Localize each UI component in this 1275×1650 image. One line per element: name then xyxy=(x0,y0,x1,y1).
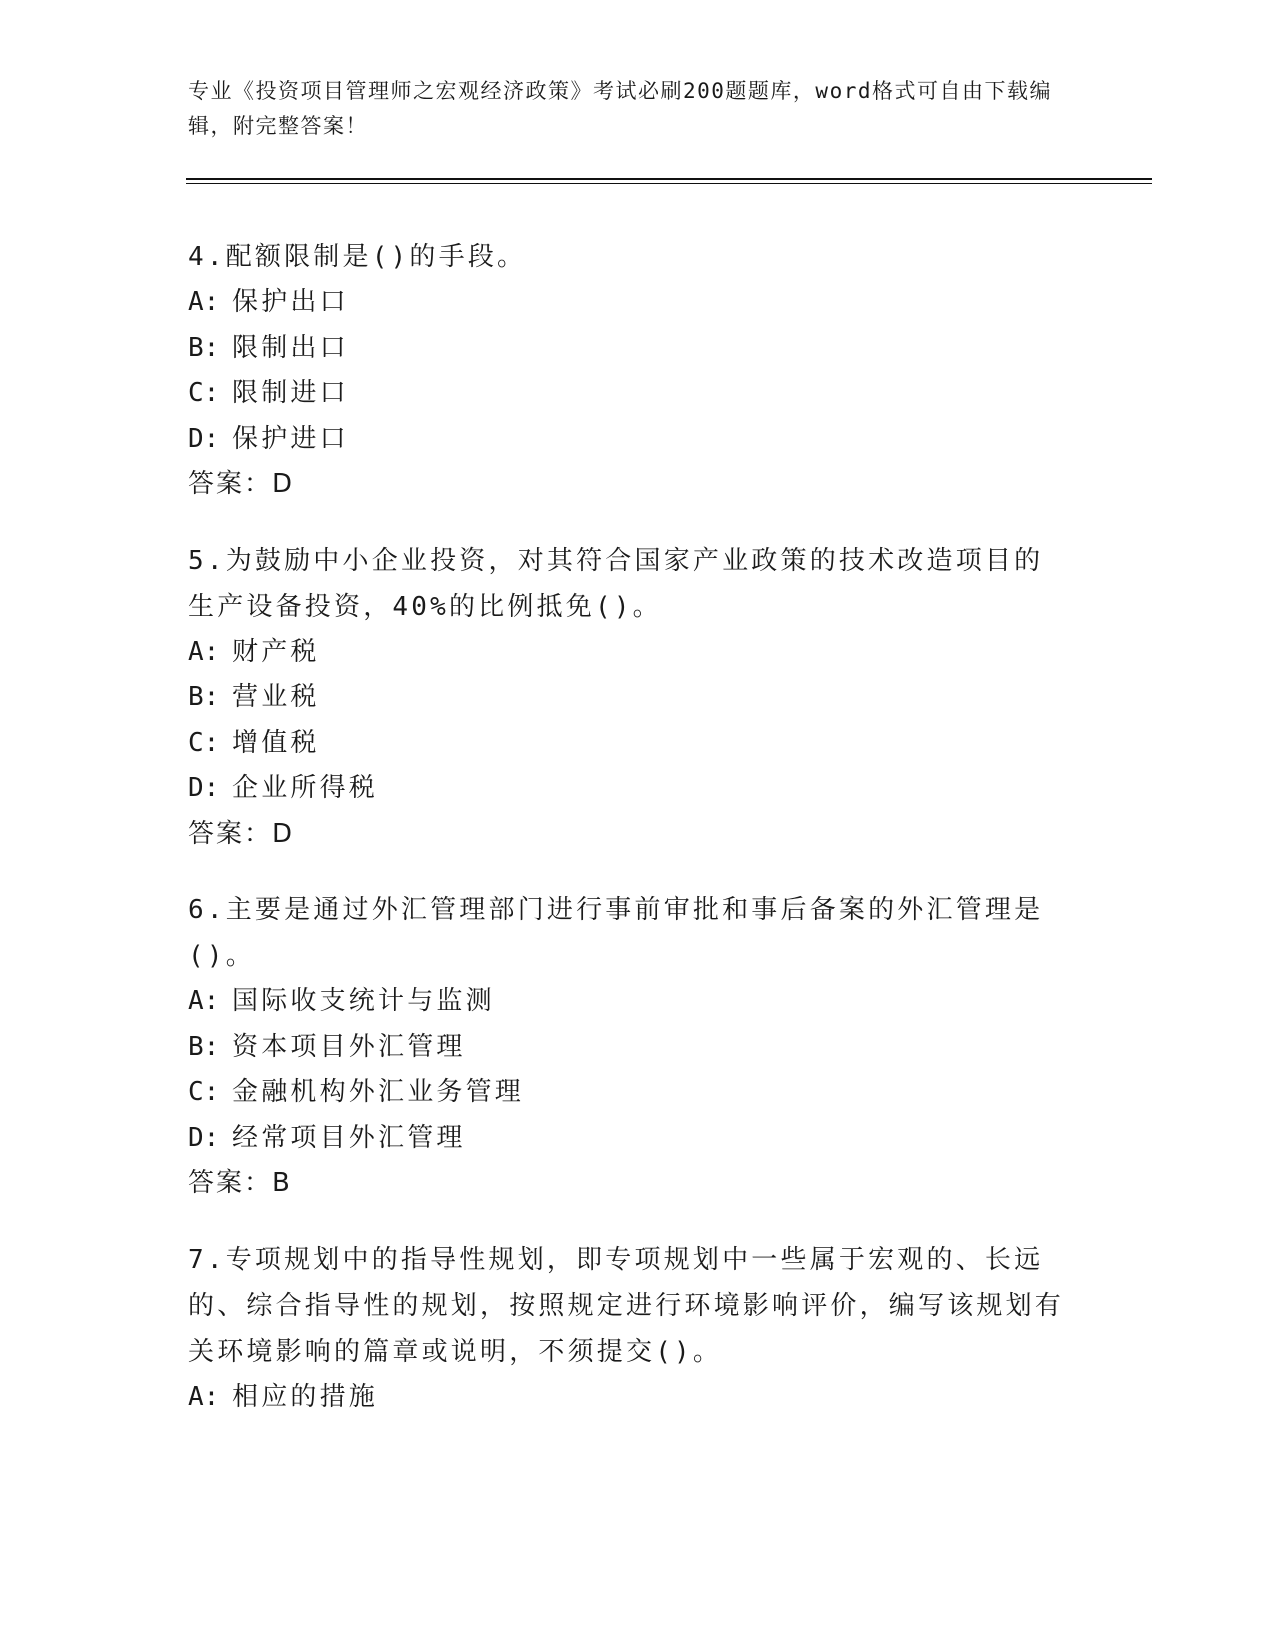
answer-value: D xyxy=(272,818,294,849)
answer-label: 答案： xyxy=(188,1168,273,1198)
answer-value: B xyxy=(272,1168,291,1198)
option-d xyxy=(188,1116,1068,1162)
option-text: 国际收支统计与监测 xyxy=(232,986,495,1016)
option-d xyxy=(188,766,1068,812)
question-stem: 7.专项规划中的指导性规划，即专项规划中一些属于宏观的、长远的、综合指导性的规划，按照规定进行环境影响评价，编写该规划有关环境影响的篇章或说明，不须提交()。 xyxy=(188,1244,1065,1367)
question-stem: 6.主要是通过外汇管理部门进行事前审批和事后备案的外汇管理是()。 xyxy=(188,895,1044,971)
option-key: D: xyxy=(188,1122,220,1153)
option-text: 限制进口 xyxy=(232,378,349,408)
question-stem: 4.配额限制是()的手段。 xyxy=(188,242,527,272)
answer-value: D xyxy=(272,469,294,499)
option-b xyxy=(188,1025,1068,1071)
question-7 xyxy=(188,1237,1068,1421)
option-key: A: xyxy=(188,636,220,667)
option-text: 企业所得税 xyxy=(232,773,379,803)
header-divider-thin xyxy=(186,183,1152,184)
question-stem: 5.为鼓励中小企业投资，对其符合国家产业政策的技术改造项目的生产设备投资，40%的比例抵免()。 xyxy=(188,545,1044,622)
option-text: 资本项目外汇管理 xyxy=(232,1031,466,1062)
option-key: D: xyxy=(188,423,220,454)
question-6 xyxy=(188,887,1068,1207)
option-text: 增值税 xyxy=(232,727,320,758)
option-a xyxy=(188,630,1068,676)
option-key: B: xyxy=(188,682,220,712)
document-header-text: 专业《投资项目管理师之宏观经济政策》考试必刷200题题库，word格式可自由下载编辑，附完整答案！ xyxy=(188,79,1052,138)
option-key: A: xyxy=(188,986,220,1016)
answer-line xyxy=(188,812,1068,858)
question-5 xyxy=(188,538,1068,858)
option-a xyxy=(188,1375,1068,1421)
option-key: C: xyxy=(188,378,220,408)
answer-label: 答案： xyxy=(188,469,273,499)
question-4 xyxy=(188,234,1068,508)
option-key: C: xyxy=(188,1077,220,1107)
option-text: 保护进口 xyxy=(232,423,349,454)
header-divider xyxy=(186,178,1152,180)
option-text: 经常项目外汇管理 xyxy=(232,1122,466,1153)
option-text: 金融机构外汇业务管理 xyxy=(232,1077,525,1107)
option-text: 财产税 xyxy=(232,636,320,667)
option-key: D: xyxy=(188,773,220,803)
option-c xyxy=(188,721,1068,767)
option-b xyxy=(188,675,1068,721)
answer-line xyxy=(188,1161,1068,1207)
answer-label: 答案： xyxy=(188,818,273,849)
option-text: 营业税 xyxy=(232,682,320,712)
option-text: 保护出口 xyxy=(232,287,349,317)
option-text: 限制出口 xyxy=(232,332,349,363)
option-b xyxy=(188,326,1068,372)
option-c xyxy=(188,1070,1068,1116)
option-c xyxy=(188,371,1068,417)
option-key: B: xyxy=(188,1031,220,1062)
option-a xyxy=(188,979,1068,1025)
option-key: B: xyxy=(188,332,220,363)
question-list xyxy=(188,234,1068,1450)
option-key: C: xyxy=(188,727,220,758)
option-d xyxy=(188,417,1068,463)
option-key: A: xyxy=(188,1381,220,1412)
answer-line xyxy=(188,462,1068,508)
option-a xyxy=(188,280,1068,326)
option-text: 相应的措施 xyxy=(232,1381,379,1412)
option-key: A: xyxy=(188,287,220,317)
